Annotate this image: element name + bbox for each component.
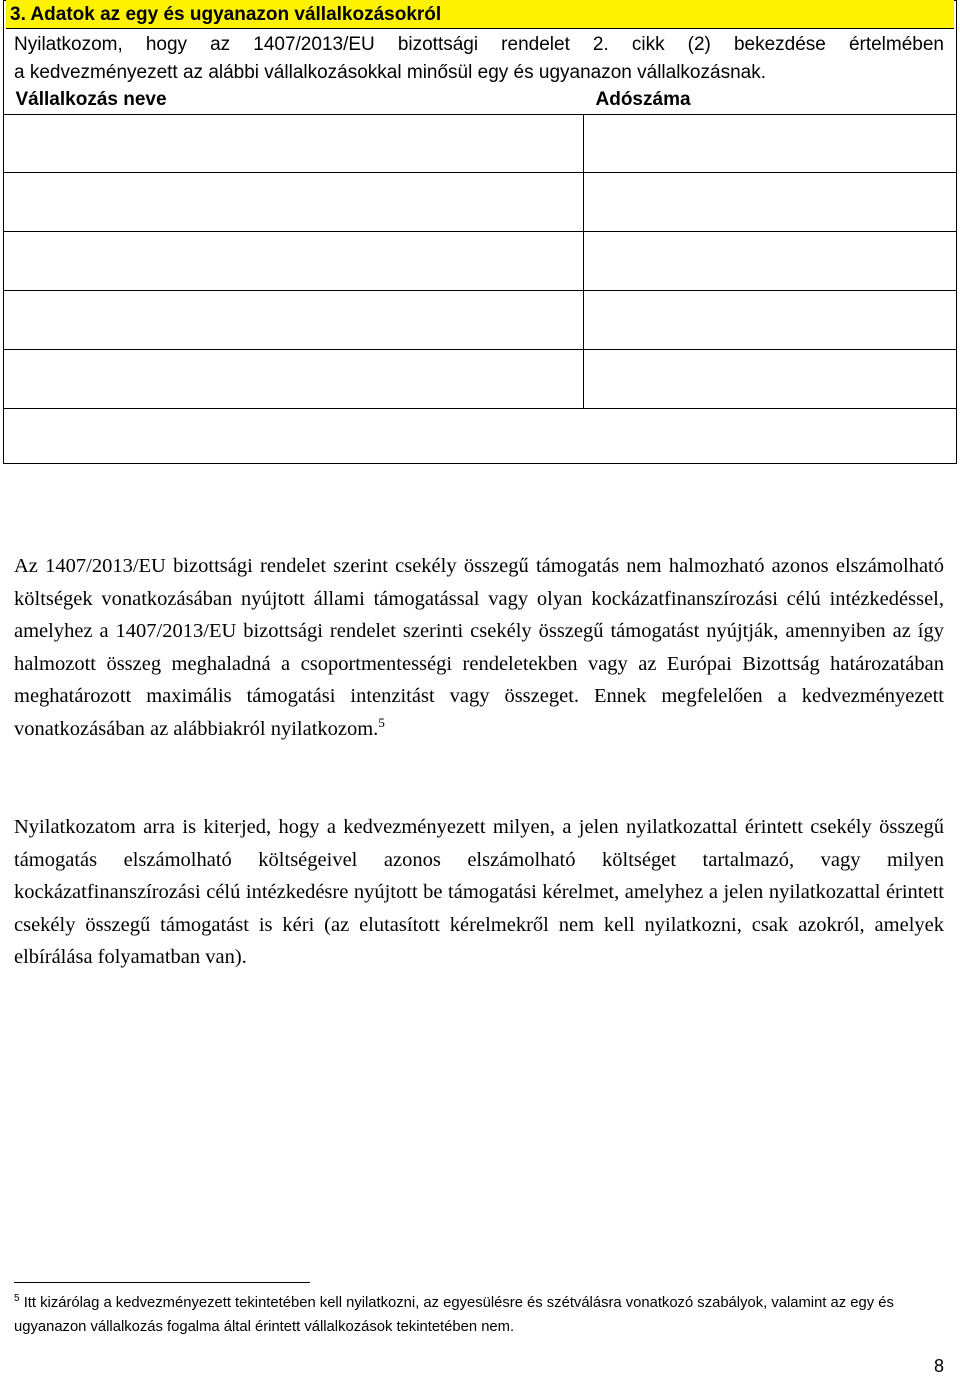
footnote-number: 5 (14, 1293, 20, 1304)
section-title: 3. Adatok az egy és ugyanazon vállalkozásokról (6, 0, 954, 29)
table-row (4, 291, 957, 350)
page-number: 8 (933, 1356, 944, 1376)
company-name-cell[interactable] (4, 173, 584, 232)
table-row (4, 232, 957, 291)
tax-number-cell[interactable] (584, 173, 957, 232)
company-table (3, 86, 957, 409)
company-name-cell[interactable] (4, 291, 584, 350)
tax-number-cell[interactable] (584, 350, 957, 409)
tax-number-cell[interactable] (584, 291, 957, 350)
intro-line-1: Nyilatkozom, hogy az 1407/2013/EU bizottsági rendelet 2. cikk (2) bekezdése értelmében (14, 34, 944, 55)
footnote (14, 1291, 944, 1339)
tax-number-cell[interactable] (584, 232, 957, 291)
table-row (4, 173, 957, 232)
paragraph-1-text: Az 1407/2013/EU bizottsági rendelet szerint csekély összegű támogatás nem halmozható azonos elszámolható költségek vonatkozásában nyújtott állami támogatással vagy olyan kockázatfinanszírozási célú intézkedéssel, amelyhez a 1407/2013/EU bizottsági rendelet szerinti csekély összegű támogatást nyújtják, amennyiben az így halmozott összeg meghaladná a csoportmentességi rendeletekben vagy az Európai Bizottság határozatában meghatározott maximális támogatási intenzitást vagy összeget. Ennek megfelelően a kedvezményezett vonatkozásában az alábbiakról nyilatkozom. (14, 555, 944, 740)
company-name-cell[interactable] (4, 115, 584, 173)
header-tax-number: Adószáma (595, 89, 691, 110)
intro-line-2: a kedvezményezett az alábbi vállalkozásokkal minősül egy és ugyanazon vállalkozásnak. (14, 62, 766, 83)
company-name-cell[interactable] (4, 232, 584, 291)
footnote-separator (14, 1282, 310, 1283)
paragraph-declaration-scope: Nyilatkozatom arra is kiterjed, hogy a kedvezményezett milyen, a jelen nyilatkozattal érintett csekély összegű támogatás elszámolható költségeivel azonos elszámolható költséget tartalmazó, vagy milyen kockázatfinanszírozási célú intézkedésre nyújtott be támogatási kérelmet, amelyhez a jelen nyilatkozattal érintett csekély összegű támogatást is kéri (az elutasított kérelmekről nem kell nyilatkozni, csak azokról, amelyek elbírálása folyamatban van). (14, 816, 944, 968)
footnote-text: Itt kizárólag a kedvezményezett tekintetében kell nyilatkozni, az egyesülésre és szétválásra vonatkozó szabályok, valamint az egy és ugyanazon vállalkozás fogalma által érintett vállalkozások tekintetében nem. (14, 1295, 894, 1335)
tax-number-cell[interactable] (584, 115, 957, 173)
table-row (4, 350, 957, 409)
table-row (4, 115, 957, 173)
header-company-name: Vállalkozás neve (15, 89, 167, 110)
footnote-reference[interactable]: 5 (378, 714, 385, 730)
company-name-cell[interactable] (4, 350, 584, 409)
table-header-row (4, 86, 957, 115)
paragraph-cumulation-rules (14, 550, 944, 745)
